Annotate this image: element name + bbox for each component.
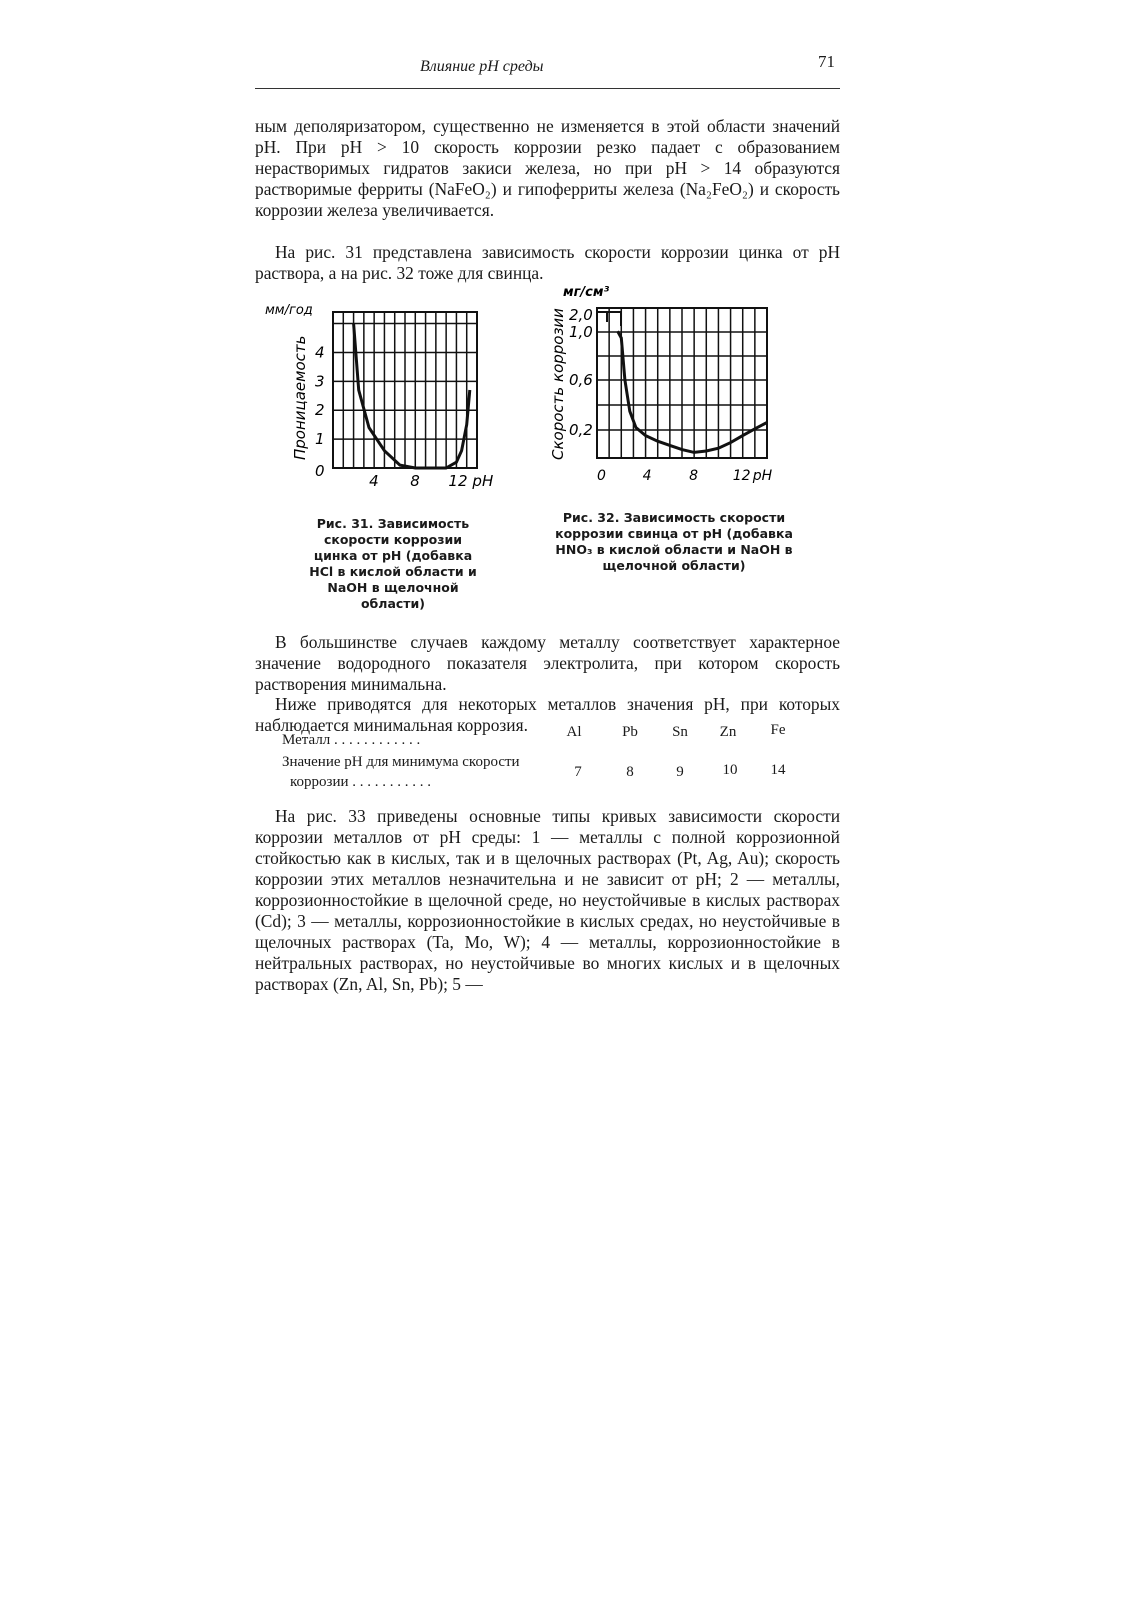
ph-row-label-1: Значение pH для минимума скорости — [282, 754, 520, 770]
fig31-x-tick-label: 12 — [448, 472, 468, 490]
fig32-y-ticks — [569, 306, 593, 439]
fig32-series-line — [618, 331, 767, 452]
table-cell: 9 — [676, 764, 684, 780]
fig31-series-line — [354, 324, 470, 468]
fig32-y-unit: мг/см³ — [563, 285, 610, 300]
table-cell: Fe — [770, 722, 786, 738]
table-cell: 10 — [722, 762, 738, 778]
fig31-x-unit: pH — [472, 472, 494, 490]
ph-row-label-2: коррозии . . . . . . . . . . . — [290, 774, 432, 790]
fig32-x-unit: pH — [752, 468, 773, 484]
fig31-y-axis-label: Проницаемость — [291, 335, 309, 460]
figure-32-caption: Рис. 32. Зависимость скорости коррозии свинца от pH (добавка HNO₃ в кислой области и NaOH в щелочной области) — [555, 510, 793, 573]
fig32-y-tick-label: 1,0 — [569, 323, 593, 341]
fig31-y-tick-label: 1 — [315, 430, 325, 449]
metal-row-label: Металл . . . . . . . . . . . . — [282, 732, 421, 748]
fig31-x-tick-label: 8 — [410, 472, 420, 490]
table-cell: Pb — [622, 724, 638, 740]
fig32-y-axis-label: Скорость коррозии — [549, 308, 567, 460]
fig32-x-tick-label: 4 — [642, 468, 652, 484]
table-cell: 8 — [626, 764, 634, 780]
fig31-x-tick-label: 0 — [315, 462, 325, 480]
table-cell: Sn — [672, 724, 688, 740]
figure-32-chart — [535, 280, 800, 495]
paragraph-3: В большинстве случаев каждому металлу соответствует характерное значение водородного показателя электролита, при котором скорость растворения минимальна. — [255, 632, 840, 694]
header-rule — [255, 88, 840, 89]
fig31-y-tick-label: 3 — [315, 372, 325, 391]
fig32-y-tick-label: 0,2 — [569, 421, 593, 439]
fig32-y-tick-label: 2,0 — [569, 306, 593, 324]
fig31-x-tick-label: 4 — [369, 472, 379, 490]
running-header: Влияние pH среды — [420, 58, 544, 75]
paragraph-1: ным деполяризатором, существенно не изменяется в этой области значений pH. При pH > 10 скорость коррозии резко падает с образованием нерастворимых гидратов закиси железа, но при pH > 14 образуются растворимые ферриты (NaFeO₂) и гипоферриты железа (Na₂FeO₂) и скорость коррозии железа увеличивается. — [255, 116, 840, 220]
paragraph-4: Ниже приводятся для некоторых металлов значения pH, при которых наблюдается минимальная коррозия. — [255, 694, 840, 735]
paragraph-5: На рис. 33 приведены основные типы кривых зависимости скорости коррозии металлов от pH среды: 1 — металлы с полной коррозионной стойкостью как в кислых, так и в щелочных растворах (Pt, Ag, Au); скорость коррозии этих металлов незначительна и не зависит от pH; 2 — металлы, коррозионностойкие в щелочной среде, но неустойчивые в кислых растворах (Cd); 3 — металлы, коррозионностойкие в кислых средах, но неустойчивые в щелочных растворах (Ta, Mo, W); 4 — металлы, коррозионностойкие в нейтральных растворах, но неустойчивые во многих кислых и в щелочных растворах (Zn, Al, Sn, Pb); 5 — — [255, 806, 840, 994]
table-cell: 7 — [574, 764, 582, 780]
fig31-y-tick-label: 2 — [315, 401, 325, 420]
fig31-y-ticks — [315, 343, 325, 448]
table-cell: Zn — [719, 724, 737, 740]
table-cell: 14 — [770, 762, 786, 778]
figure-31-chart — [255, 290, 495, 510]
fig31-y-tick-label: 4 — [315, 343, 325, 362]
fig32-x-tick-label: 0 — [597, 468, 606, 484]
page-number: 71 — [818, 52, 835, 71]
paragraph-2: На рис. 31 представлена зависимость скорости коррозии цинка от pH раствора, а на рис. 32 тоже для свинца. — [255, 242, 840, 283]
fig31-y-unit: мм/год — [265, 303, 313, 318]
table-cell: Al — [566, 724, 582, 740]
figure-31-caption: Рис. 31. Зависимость скорости коррозии цинка от pH (добавка HCl в кислой области и NaOH в щелочной области) — [309, 516, 477, 611]
fig32-y-tick-label: 0,6 — [569, 371, 593, 389]
fig32-x-ticks — [597, 468, 773, 484]
fig32-x-tick-label: 8 — [689, 468, 699, 484]
fig32-x-tick-label: 12 — [732, 468, 751, 484]
